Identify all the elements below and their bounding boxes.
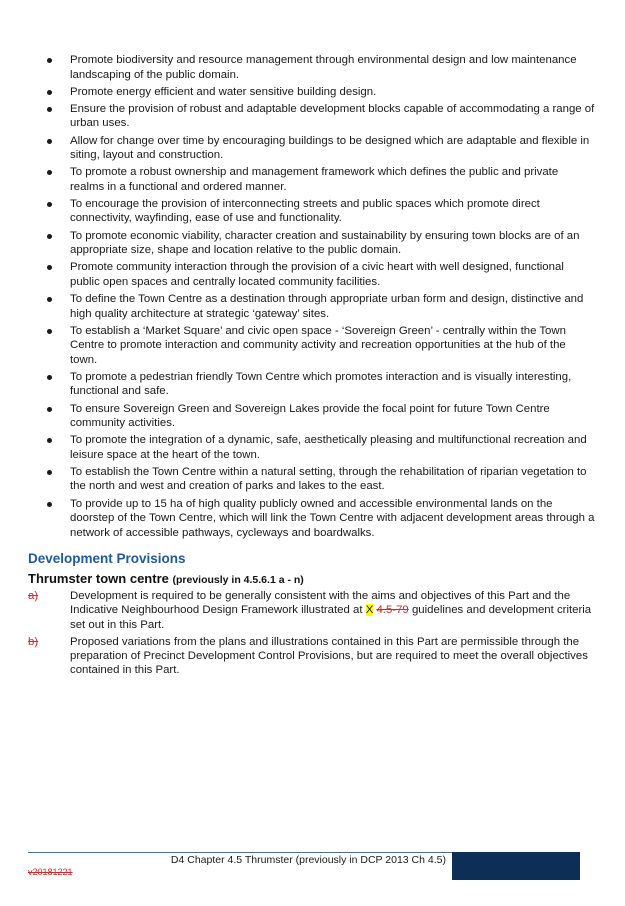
list-item: Promote energy efficient and water sensitive building design. <box>30 85 595 100</box>
list-item: To encourage the provision of interconnecting streets and public spaces which promote direct connectivity, wayfinding, ease of use and functionality. <box>30 197 595 226</box>
footer-accent-block <box>452 852 580 880</box>
subsection-title: Thrumster town centre <box>28 571 169 586</box>
footer-divider <box>28 852 452 853</box>
provision-text-end: guidelines and development criteria set out in this Part. <box>70 604 592 631</box>
bullet-icon <box>47 202 52 207</box>
bullet-icon <box>47 265 52 270</box>
bullet-icon <box>47 329 52 334</box>
list-item: To establish a ‘Market Square’ and civic open space - ‘Sovereign Green’ - centrally within the Town Centre to promote interaction and community activity and recreation opportunities at the hub of the town. <box>30 324 595 368</box>
objectives-list <box>30 53 595 543</box>
list-item: To promote economic viability, character creation and sustainability by ensuring town blocks are of an appropriate size, shape and location relative to the public domain. <box>30 229 595 258</box>
list-item: Ensure the provision of robust and adaptable development blocks capable of accommodating a range of urban uses. <box>30 102 595 131</box>
provision-item <box>28 635 593 678</box>
bullet-icon <box>47 470 52 475</box>
bullet-icon <box>47 170 52 175</box>
list-item: Promote community interaction through the provision of a civic heart with well designed, functional public open spaces and centrally located community facilities. <box>30 260 595 289</box>
list-item: To provide up to 15 ha of high quality publicly owned and accessible environmental lands on the doorstep of the Town Centre, which will link the Town Centre with adjacent development areas through a network of accessible pathways, cycleways and boardwalks. <box>30 497 595 541</box>
provisions-list <box>28 589 593 681</box>
highlighted-insertion: X <box>365 604 374 617</box>
bullet-icon <box>47 107 52 112</box>
provision-text: Proposed variations from the plans and illustrations contained in this Part are permissible through the preparation of Precinct Development Control Provisions, but are required to meet the overall objectives contained in this Part. <box>70 635 588 677</box>
list-item: To promote a pedestrian friendly Town Centre which promotes interaction and is visually interesting, functional and safe. <box>30 370 595 399</box>
bullet-icon <box>47 438 52 443</box>
list-item: To establish the Town Centre within a natural setting, through the rehabilitation of riparian vegetation to the north and west and creation of parks and lakes to the east. <box>30 465 595 494</box>
bullet-icon <box>47 407 52 412</box>
provision-marker: b) <box>28 635 39 648</box>
footer-version: v20181221 <box>28 867 73 877</box>
list-item: To promote a robust ownership and management framework which defines the public and private realms in a functional and ordered manner. <box>30 165 595 194</box>
bullet-icon <box>47 58 52 63</box>
bullet-icon <box>47 297 52 302</box>
footer-chapter: D4 Chapter 4.5 Thrumster (previously in DCP 2013 Ch 4.5) <box>170 854 446 866</box>
deleted-reference: 4.5-79 <box>376 604 409 617</box>
list-item: To ensure Sovereign Green and Sovereign Lakes provide the focal point for future Town Centre community activities. <box>30 402 595 431</box>
bullet-icon <box>47 139 52 144</box>
provision-item <box>28 589 593 632</box>
provision-text: Development is required to be generally consistent with the aims and objectives of this Part and the Indicative Neighbourhood Design Framework illustrated at <box>70 590 571 617</box>
bullet-icon <box>47 502 52 507</box>
list-item: To promote the integration of a dynamic, safe, aesthetically pleasing and multifunctional recreation and leisure space at the heart of the town. <box>30 433 595 462</box>
provision-marker: a) <box>28 590 39 602</box>
bullet-icon <box>47 375 52 380</box>
list-item: To define the Town Centre as a destination through appropriate urban form and design, distinctive and high quality architecture at strategic ‘gateway’ sites. <box>30 292 595 321</box>
subsection-heading <box>28 571 304 586</box>
list-item: Allow for change over time by encouraging buildings to be designed which are adaptable and flexible in siting, layout and construction. <box>30 134 595 163</box>
bullet-icon <box>47 234 52 239</box>
subsection-note: (previously in 4.5.6.1 a - n) <box>172 574 304 586</box>
list-item: Promote biodiversity and resource management through environmental design and low maintenance landscaping of the public domain. <box>30 53 595 82</box>
bullet-icon <box>47 90 52 95</box>
section-heading: Development Provisions <box>28 551 186 566</box>
